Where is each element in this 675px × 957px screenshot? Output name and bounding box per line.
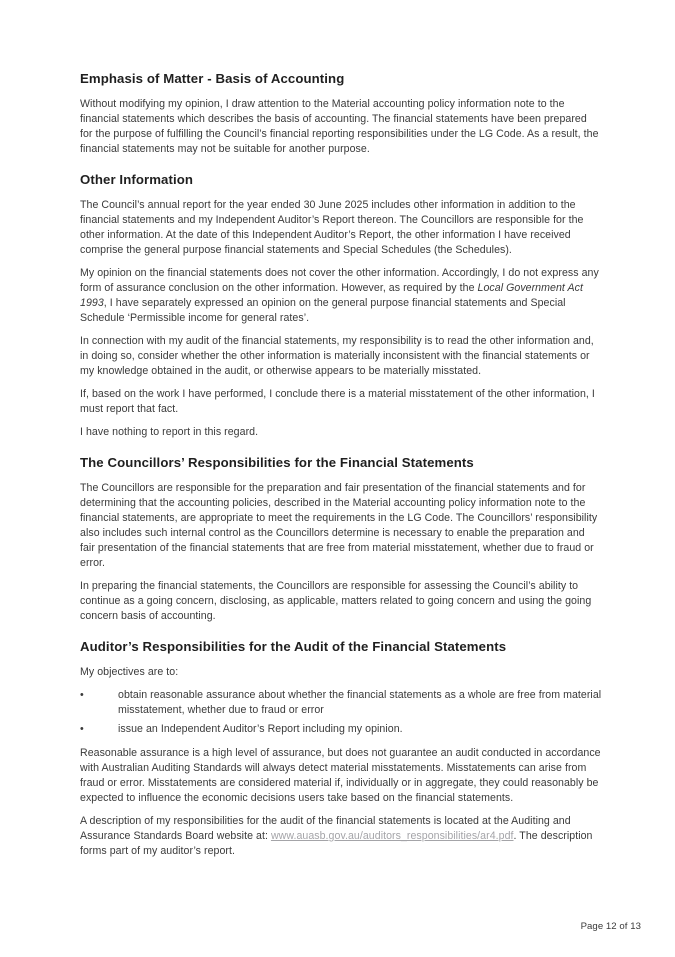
section-heading: The Councillors’ Responsibilities for the Financial Statements bbox=[80, 455, 474, 470]
paragraph: Reasonable assurance is a high level of assurance, but does not guarantee an audit conducted in accordance with Australian Auditing Standards will always detect material misstatements. Misstatements can arise from fraud or error. Misstatements are considered material if, individually or in aggregate, they could reasonably be expected to influence the economic decisions users take based on the financial statements. bbox=[80, 747, 601, 804]
auasb-responsibilities-link[interactable]: www.auasb.gov.au/auditors_responsibilities/ar4.pdf bbox=[270, 830, 514, 842]
paragraph: My objectives are to: bbox=[80, 666, 179, 678]
section-other-information bbox=[80, 171, 602, 440]
paragraph bbox=[80, 814, 602, 859]
paragraph bbox=[80, 266, 602, 326]
paragraph: If, based on the work I have performed, I conclude there is a material misstatement of the other information, I must report that fact. bbox=[80, 388, 595, 415]
paragraph: The Councillors are responsible for the preparation and fair presentation of the financial statements and for determining that the accounting policies, described in the Material accounting policy information note to the financial statements, are appropriate to meet the requirements in the LG Code. The Councillors’ responsibility also includes such internal control as the Councillors determine is necessary to enable the preparation and fair presentation of the financial statements that are free from material misstatement, whether due to fraud or error. bbox=[80, 482, 598, 569]
text-segment: My opinion on the financial statements does not cover the other information. Accordingly, I do not express any form of assurance conclusion on the other information. However, as required by the bbox=[80, 267, 599, 294]
section-heading: Auditor’s Responsibilities for the Audit of the Financial Statements bbox=[80, 639, 507, 654]
bullet-marker: • bbox=[80, 689, 84, 701]
paragraph: In connection with my audit of the financial statements, my responsibility is to read the other information and, in doing so, consider whether the other information is materially inconsistent with the financial statements or my knowledge obtained in the audit, or otherwise appears to be materially misstated. bbox=[80, 335, 594, 377]
section-auditors-responsibilities bbox=[80, 638, 602, 859]
paragraph: The Council’s annual report for the year ended 30 June 2025 includes other information in addition to the financial statements and my Independent Auditor’s Report thereon. The Councillors are responsible for the other information. At the date of this Independent Auditor’s Report, the other information I have received comprise the general purpose financial statements and Special Schedules (the Schedules). bbox=[80, 199, 584, 256]
section-councillors-responsibilities bbox=[80, 454, 602, 624]
section-heading: Other Information bbox=[80, 172, 194, 187]
paragraph: I have nothing to report in this regard. bbox=[80, 426, 259, 438]
list-item bbox=[80, 688, 602, 718]
list-item bbox=[80, 722, 602, 737]
bullet-marker: • bbox=[80, 723, 84, 735]
text-segment: A description of my responsibilities for the audit of the financial statements is located at the Auditing and Assurance Standards Board website at: bbox=[80, 815, 571, 842]
objectives-list bbox=[80, 688, 602, 737]
act-title-italic: Local Government Act 1993 bbox=[80, 282, 583, 309]
page-number: Page 12 of 13 bbox=[580, 921, 641, 932]
section-emphasis-of-matter bbox=[80, 70, 602, 157]
text-segment: , I have separately expressed an opinion on the general purpose financial statements and Special Schedule ‘Permissible income for general rates’. bbox=[80, 297, 566, 324]
paragraph: Without modifying my opinion, I draw attention to the Material accounting policy information note to the financial statements which describes the basis of accounting. The financial statements have been prepared for the purpose of fulfilling the Council’s financial reporting responsibilities under the LG Code. As a result, the financial statements may not be suitable for another purpose. bbox=[80, 98, 599, 155]
paragraph: In preparing the financial statements, the Councillors are responsible for assessing the Council’s ability to continue as a going concern, disclosing, as applicable, matters related to going concern and using the going concern basis of accounting. bbox=[80, 580, 592, 622]
text-segment: . The description forms part of my auditor’s report. bbox=[80, 830, 593, 857]
bullet-text: issue an Independent Auditor’s Report including my opinion. bbox=[118, 723, 403, 735]
section-heading: Emphasis of Matter - Basis of Accounting bbox=[80, 71, 345, 86]
page-content bbox=[80, 70, 602, 867]
bullet-text: obtain reasonable assurance about whether the financial statements as a whole are free from material misstatement, whether due to fraud or error bbox=[118, 689, 602, 716]
